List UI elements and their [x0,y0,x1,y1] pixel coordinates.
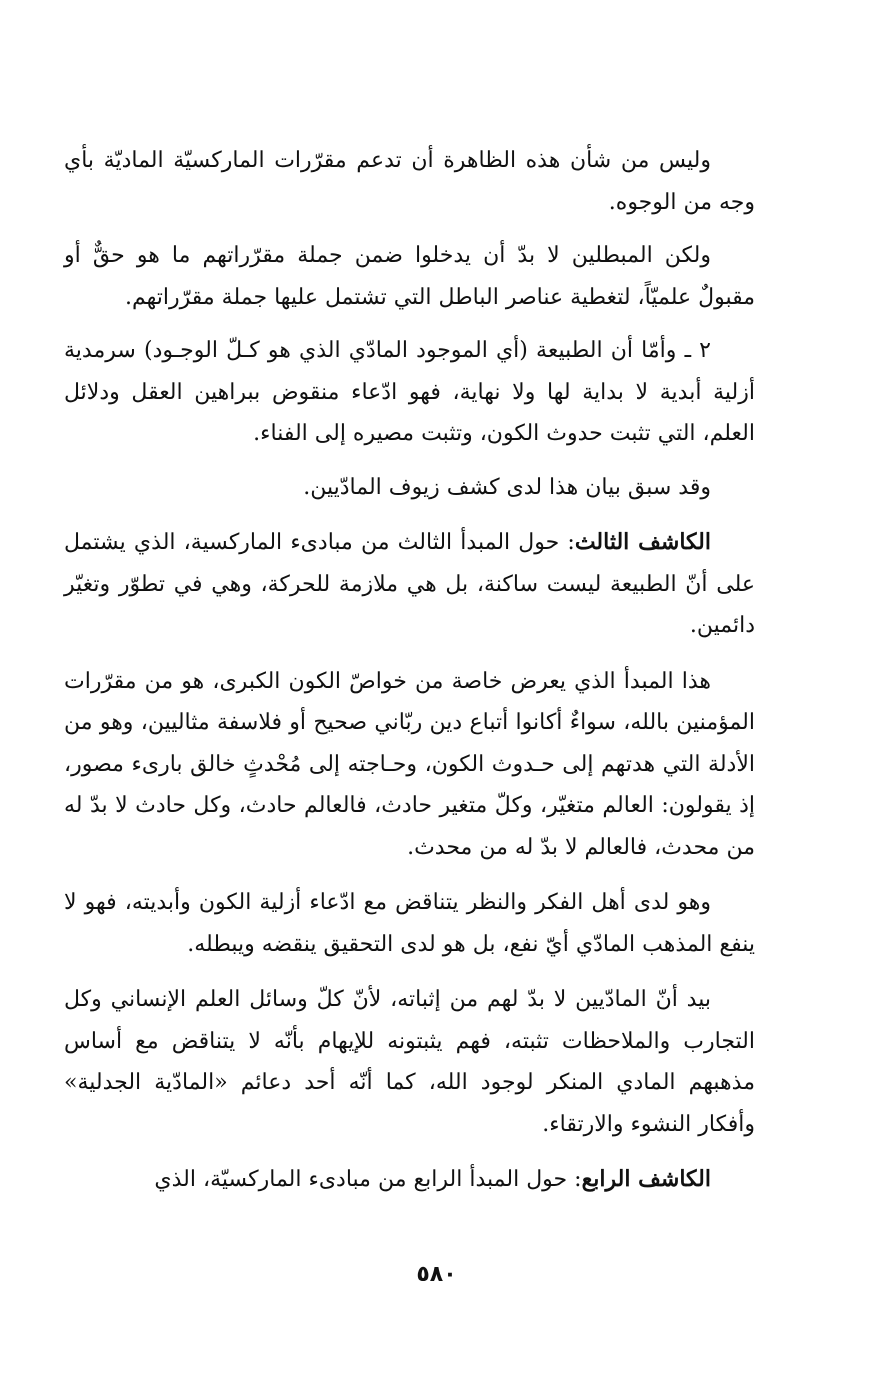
paragraph-7: وهو لدى أهل الفكر والنظر يتناقض مع ادّعاء أزلية الكون وأبديته، فهو لا ينفع المذهب المادّي أيّ نفع، بل هو لدى التحقيق ينقضه ويبطله. [64,890,755,957]
section-keyword: الكاشف الرابع [581,1166,711,1192]
paragraph-9: الكاشف الرابع: حول المبدأ الرابع من مبادىء الماركسيّة، الذي [154,1166,711,1192]
paragraph-6: هذا المبدأ الذي يعرض خاصة من خواصّ الكون الكبرى، هو من مقرّرات المؤمنين بالله، سواءٌ أكانوا أتباع دين ربّاني صحيح أو فلاسفة مثاليين، وهو من الأدلة التي هدتهم إلى حـدوث الكون، وحـاجته إلى مُحْدثٍ خالق بارىء مصور، إذ يقولون: العالم متغيّر، وكلّ متغير حادث، فالعالم حادث، وكل حادث لا بدّ له من محدث، فالعالم لا بدّ له من محدث. [64,668,755,860]
paragraph-1: وليس من شأن هذه الظاهرة أن تدعم مقرّرات الماركسيّة الماديّة بأي وجه من الوجوه. [64,148,755,215]
paragraph-2: ولكن المبطلين لا بدّ أن يدخلوا ضمن جملة مقرّراتهم ما هو حقٌّ أو مقبولٌ علميّاً، لتغطية عناصر الباطل التي تشتمل عليها جملة مقرّراتهم. [64,243,755,310]
paragraph-4: وقد سبق بيان هذا لدى كشف زيوف المادّيين. [303,474,711,500]
page-body [64,140,755,1213]
paragraph-5: الكاشف الثالث: حول المبدأ الثالث من مبادىء الماركسية، الذي يشتمل على أنّ الطبيعة ليست ساكنة، بل هي ملازمة للحركة، وهي في تطوّر وتغيّر دائمين. [64,529,755,638]
paragraph-8: بيد أنّ المادّيين لا بدّ لهم من إثباته، لأنّ كلّ وسائل العلم الإنساني وكل التجارب والملاحظات تثبته، فهم يثبتونه للإيهام بأنّه لا يتناقض مع أساس مذهبهم المادي المنكر لوجود الله، كما أنّه أحد دعائم «المادّية الجدلية» وأفكار النشوء والارتقاء. [64,987,755,1137]
paragraph-3: ٢ ـ وأمّا أن الطبيعة (أي الموجود المادّي الذي هو كـلّ الوجـود) سرمدية أزلية أبدية لا بداية لها ولا نهاية، فهو ادّعاء منقوض ببراهين العقل ودلائل العلم، التي تثبت حدوث الكون، وتثبت مصيره إلى الفناء. [64,338,755,446]
page-number: ٥٨٠ [416,1262,457,1287]
section-keyword: الكاشف الثالث [574,529,711,555]
